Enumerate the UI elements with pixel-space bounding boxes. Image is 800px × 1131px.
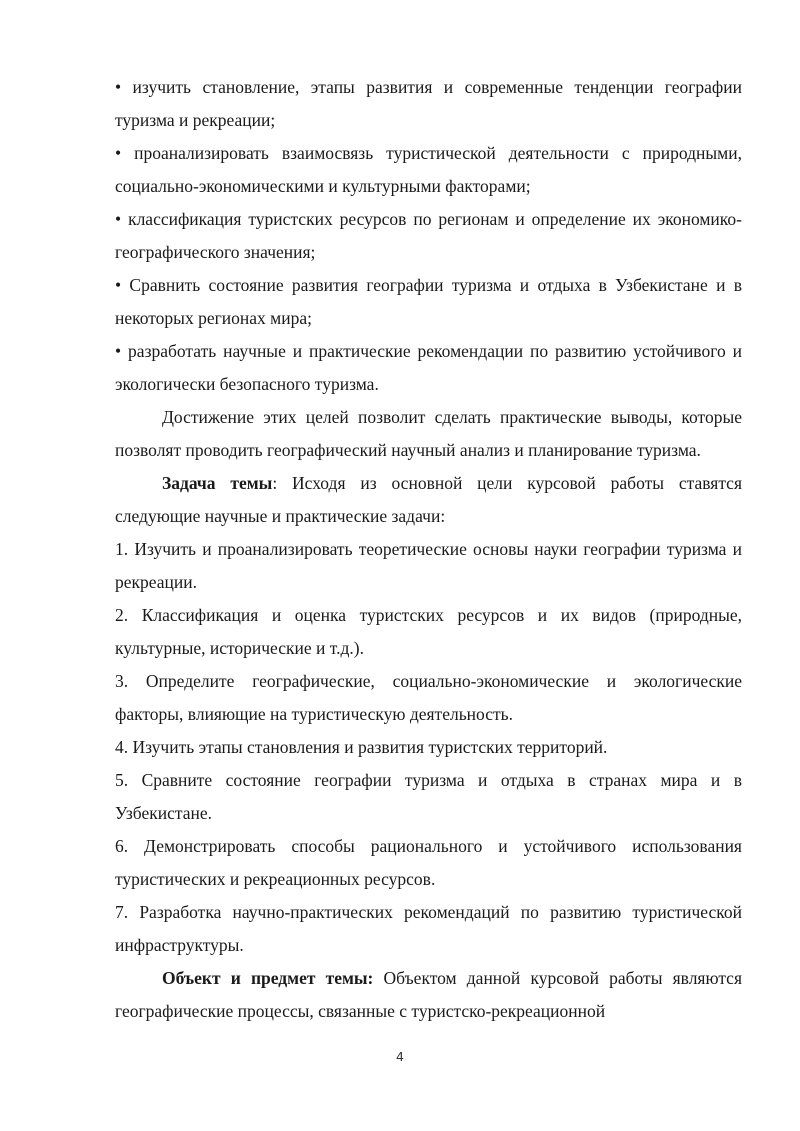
document-page [115, 71, 742, 1028]
task-item: 4. Изучить этапы становления и развития туристских территорий. [115, 737, 608, 757]
task-item: 2. Классификация и оценка туристских ресурсов и их видов (природные, культурные, исторические и т.д.). [115, 605, 742, 658]
bullet-item: • классификация туристских ресурсов по регионам и определение их экономико-географического значения; [115, 209, 742, 262]
task-paragraph [115, 467, 742, 533]
task-text: : Исходя из основной цели курсовой работы ставятся следующие научные и практические задачи: [115, 473, 743, 526]
object-paragraph [115, 962, 742, 1028]
bullet-item: • разработать научные и практические рекомендации по развитию устойчивого и экологически безопасного туризма. [115, 341, 742, 394]
task-item: 5. Сравните состояние географии туризма и отдыха в странах мира и в Узбекистане. [115, 770, 742, 823]
bullet-item: • проанализировать взаимосвязь туристической деятельности с природными, социально-экономическими и культурными факторами; [115, 143, 742, 196]
bullet-item: • Сравнить состояние развития географии туризма и отдыха в Узбекистане и в некоторых регионах мира; [115, 275, 742, 328]
task-label: Задача темы [162, 473, 273, 493]
object-label: Объект и предмет темы: [162, 968, 374, 988]
bullet-item: • изучить становление, этапы развития и современные тенденции географии туризма и рекреации; [115, 77, 742, 130]
achievement-paragraph: Достижение этих целей позволит сделать практические выводы, которые позволят проводить географический научный анализ и планирование туризма. [115, 407, 742, 460]
object-text: Объектом данной курсовой работы являются географические процессы, связанные с туристско-рекреационной [115, 968, 742, 1021]
page-number: 4 [396, 1049, 404, 1064]
task-item: 3. Определите географические, социально-экономические и экологические факторы, влияющие на туристическую деятельность. [115, 671, 742, 724]
task-item: 6. Демонстрировать способы рационального и устойчивого использования туристических и рекреационных ресурсов. [115, 836, 742, 889]
task-item: 1. Изучить и проанализировать теоретические основы науки географии туризма и рекреации. [115, 539, 742, 592]
task-item: 7. Разработка научно-практических рекомендаций по развитию туристической инфраструктуры. [115, 902, 742, 955]
